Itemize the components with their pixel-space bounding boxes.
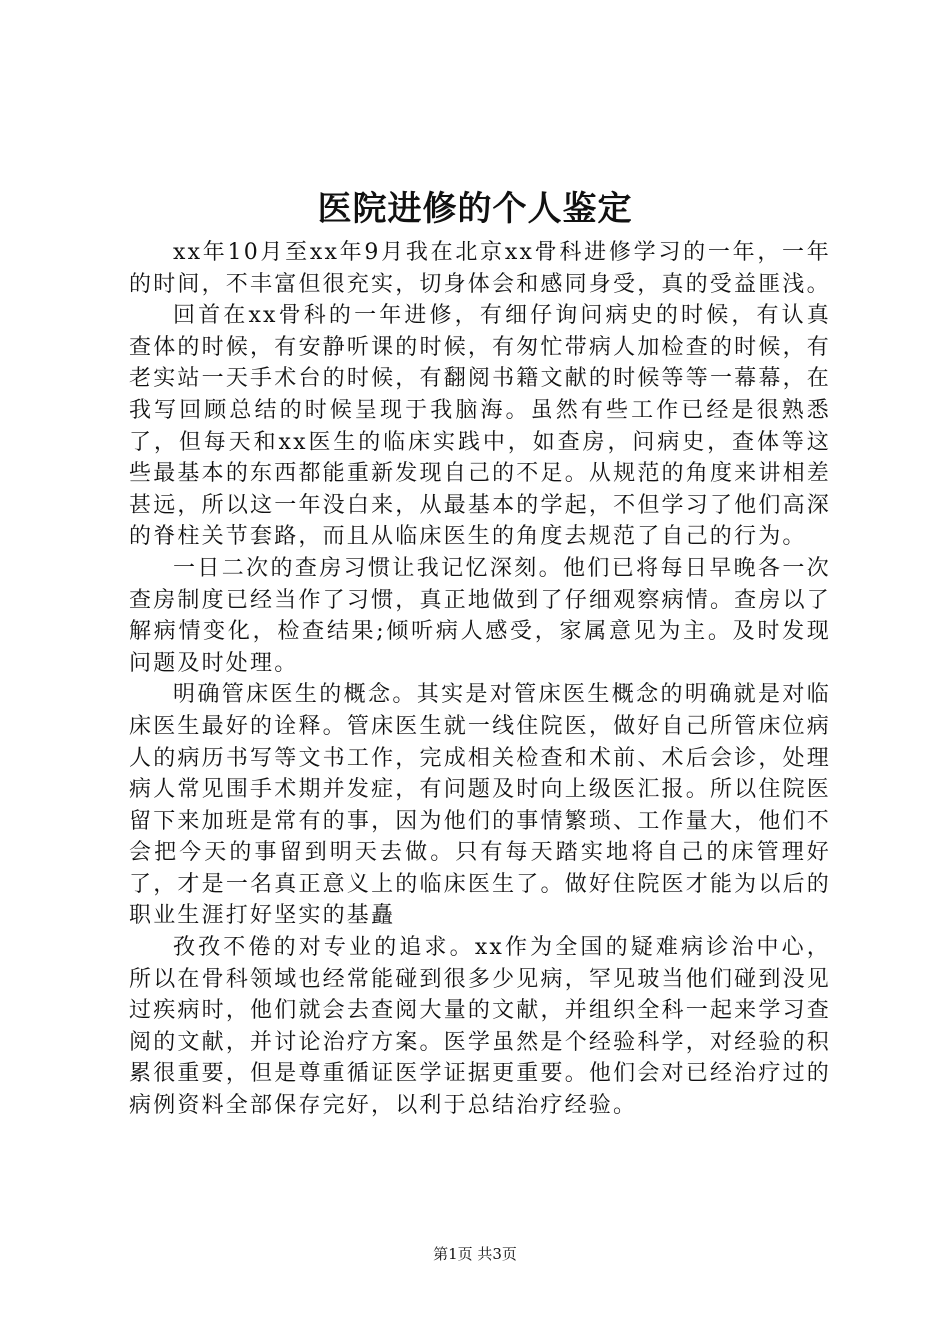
paragraph-professional-pursuit: 孜孜不倦的对专业的追求。xx作为全国的疑难病诊治中心，所以在骨科领域也经常能碰到很多少见病，罕见玻当他们碰到没见过疾病时，他们就会去查阅大量的文献，并组织全科一起来学习查阅的文献，并讨论治疗方案。医学虽然是个经验科学，对经验的积累很重要，但是尊重循证医学证据更重要。他们会对已经治疗过的病例资料全部保存完好，以利于总结治疗经验。 <box>129 935 831 1119</box>
paragraph-ward-rounds: 一日二次的查房习惯让我记忆深刻。他们已将每日早晚各一次查房制度已经当作了习惯，真正地做到了仔细观察病情。查房以了解病情变化，检查结果;倾听病人感受，家属意见为主。及时发现问题及时处理。 <box>129 555 831 676</box>
paragraph-intro: xx年10月至xx年9月我在北京xx骨科进修学习的一年，一年的时间，不丰富但很充实，切身体会和感同身受，真的受益匪浅。 <box>129 240 831 297</box>
document-body <box>129 237 831 1122</box>
paragraph-bed-doctor: 明确管床医生的概念。其实是对管床医生概念的明确就是对临床医生最好的诠释。管床医生就一线住院医，做好自己所管床位病人的病历书写等文书工作，完成相关检查和术前、术后会诊，处理病人常见围手术期并发症，有问题及时向上级医汇报。所以住院医留下来加班是常有的事，因为他们的事情繁琐、工作量大，他们不会把今天的事留到明天去做。只有每天踏实地将自己的床管理好了，才是一名真正意义上的临床医生了。做好住院医才能为以后的职业生涯打好坚实的基矗 <box>129 682 831 929</box>
document-title: 医院进修的个人鉴定 <box>317 189 633 229</box>
paragraph-review: 回首在xx骨科的一年进修，有细仔询问病史的时候，有认真查体的时候，有安静听课的时候，有匆忙带病人加检查的时候，有老实站一天手术台的时候，有翻阅书籍文献的时候等等一幕幕，在我写回顾总结的时候呈现于我脑海。虽然有些工作已经是很熟悉了，但每天和xx医生的临床实践中，如查房，问病史，查体等这些最基本的东西都能重新发现自己的不足。从规范的角度来讲相差甚远，所以这一年没白来，从最基本的学起，不但学习了他们高深的脊柱关节套路，而且从临床医生的角度去规范了自己的行为。 <box>129 303 831 550</box>
page-number-footer: 第1页 共3页 <box>433 1245 517 1263</box>
